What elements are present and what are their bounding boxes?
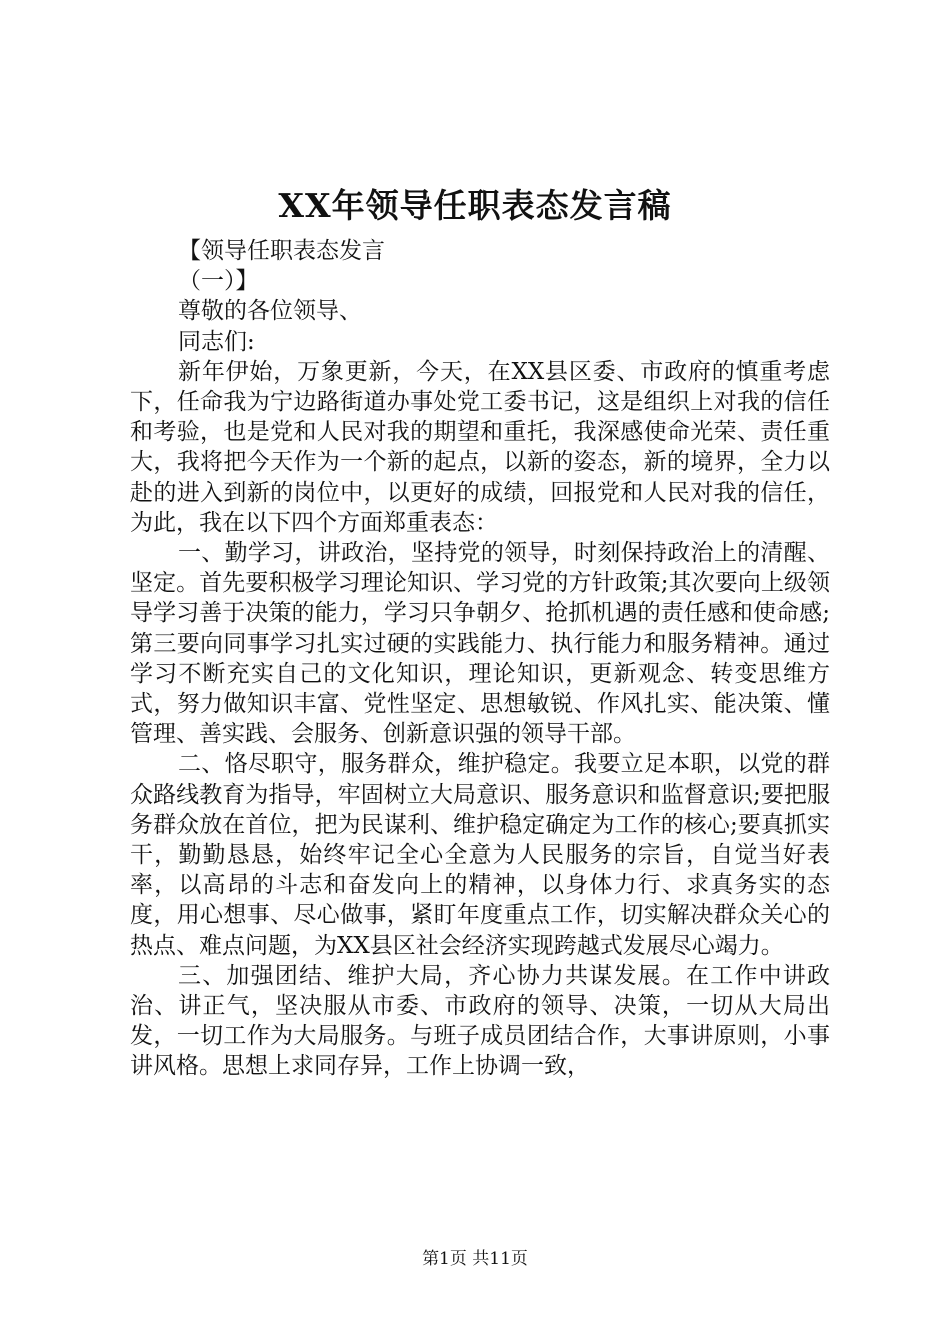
document-body bbox=[130, 236, 830, 1082]
paragraph: 【领导任职表态发言 bbox=[178, 238, 385, 264]
paragraph: 二、恪尽职守，服务群众，维护稳定。我要立足本职，以党的群众路线教育为指导，牢固树立大局意识、服务意识和监督意识;要把服务群众放在首位，把为民谋利、维护稳定确定为工作的核心;要真抓实干，勤勤恳恳，始终牢记全心全意为人民服务的宗旨，自觉当好表率，以高昂的斗志和奋发向上的精神，以身体力行、求真务实的态度，用心想事、尽心做事，紧盯年度重点工作，切实解决群众关心的热点、难点问题，为XX县区社会经济实现跨越式发展尽心竭力。 bbox=[130, 751, 830, 959]
paragraph: （一）】 bbox=[178, 268, 259, 295]
page-title: XX年领导任职表态发言稿 bbox=[278, 186, 672, 225]
paragraph: 一、勤学习，讲政治，坚持党的领导，时刻保持政治上的清醒、坚定。首先要积极学习理论知识、学习党的方针政策;其次要向上级领导学习善于决策的能力，学习只争朝夕、抢抓机遇的责任感和使命感;第三要向同事学习扎实过硬的实践能力、执行能力和服务精神。通过学习不断充实自己的文化知识，理论知识，更新观念、转变思维方式，努力做知识丰富、党性坚定、思想敏锐、作风扎实、能决策、懂管理、善实践、会服务、创新意识强的领导干部。 bbox=[130, 540, 830, 748]
paragraph: 同志们: bbox=[178, 328, 255, 355]
paragraph: 尊敬的各位领导、 bbox=[178, 298, 362, 325]
page-footer: 第1页 共11页 bbox=[422, 1249, 528, 1269]
paragraph: 新年伊始，万象更新，今天，在XX县区委、市政府的慎重考虑下，任命我为宁边路街道办事处党工委书记，这是组织上对我的信任和考验，也是党和人民对我的期望和重托，我深感使命光荣、责任重大，我将把今天作为一个新的起点，以新的姿态，新的境界，全力以赴的进入到新的岗位中，以更好的成绩，回报党和人民对我的信任，为此，我在以下四个方面郑重表态： bbox=[130, 358, 830, 536]
paragraph: 三、加强团结、维护大局，齐心协力共谋发展。在工作中讲政治、讲正气，坚决服从市委、市政府的领导、决策，一切从大局出发，一切工作为大局服务。与班子成员团结合作，大事讲原则，小事讲风格。思想上求同存异，工作上协调一致， bbox=[130, 962, 830, 1080]
